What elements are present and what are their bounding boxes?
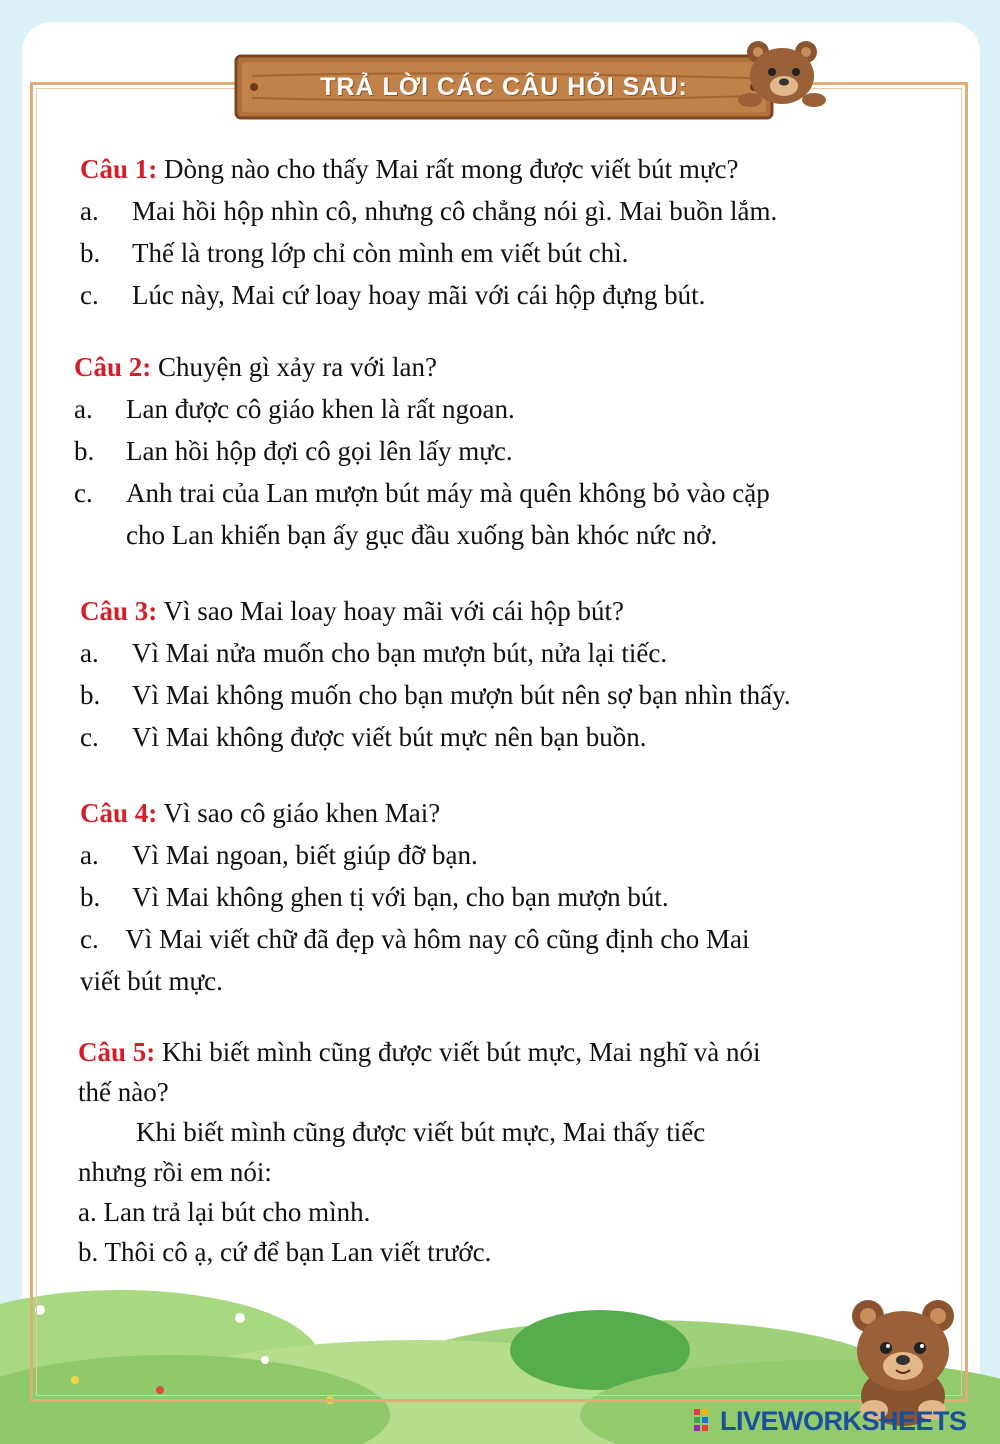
question-text: Chuyện gì xảy ra với lan? — [151, 352, 437, 382]
worksheet-title: TRẢ LỜI CÁC CÂU HỎI SAU: — [320, 72, 688, 101]
question-text-continuation: thế nào? — [78, 1077, 169, 1107]
option-b: b. Thế là trong lớp chỉ còn mình em viết bút chì. — [80, 238, 629, 268]
question-label: Câu 5: — [78, 1037, 156, 1067]
option-b: b. Vì Mai không muốn cho bạn mượn bút nên sợ bạn nhìn thấy. — [80, 680, 791, 710]
question-text: Khi biết mình cũng được viết bút mực, Mai nghĩ và nói — [155, 1037, 761, 1067]
liveworksheets-logo — [694, 1404, 967, 1438]
liveworksheets-brand: LIVEWORKSHEETS — [720, 1405, 967, 1436]
question-3 — [80, 590, 791, 758]
liveworksheets-logo-icon — [694, 1409, 716, 1433]
option-c: c. Vì Mai viết chữ đã đẹp và hôm nay cô cũng định cho Mai — [80, 924, 750, 954]
question-label: Câu 2: — [74, 352, 152, 382]
option-a: a. Lan được cô giáo khen là rất ngoan. — [74, 394, 515, 424]
answer-intro-continuation: nhưng rồi em nói: — [78, 1157, 272, 1187]
question-text: Dòng nào cho thấy Mai rất mong được viết bút mực? — [157, 154, 739, 184]
answer-intro: Khi biết mình cũng được viết bút mực, Mai thấy tiếc — [136, 1117, 706, 1147]
option-b: b. Vì Mai không ghen tị với bạn, cho bạn mượn bút. — [80, 882, 669, 912]
option-c-continuation: cho Lan khiến bạn ấy gục đầu xuống bàn khóc nức nở. — [126, 520, 718, 550]
option-a: a. Vì Mai ngoan, biết giúp đỡ bạn. — [80, 840, 478, 870]
option-b: b. Lan hồi hộp đợi cô gọi lên lấy mực. — [74, 436, 513, 466]
question-1 — [80, 148, 777, 316]
option-c: c. Lúc này, Mai cứ loay hoay mãi với cái hộp đựng bút. — [80, 280, 706, 310]
question-label: Câu 3: — [80, 596, 158, 626]
bear-peeking-icon — [738, 38, 828, 108]
option-b: b. Thôi cô ạ, cứ để bạn Lan viết trước. — [78, 1237, 492, 1267]
question-5 — [78, 1032, 760, 1272]
option-a: a. Vì Mai nửa muốn cho bạn mượn bút, nửa lại tiếc. — [80, 638, 668, 668]
question-2 — [74, 346, 770, 556]
question-text: Vì sao Mai loay hoay mãi với cái hộp bút? — [157, 596, 624, 626]
option-c-continuation: viết bút mực. — [80, 966, 223, 996]
question-label: Câu 4: — [80, 798, 158, 828]
question-text: Vì sao cô giáo khen Mai? — [157, 798, 441, 828]
option-a: a. Lan trả lại bút cho mình. — [78, 1197, 371, 1227]
question-4 — [80, 792, 749, 1002]
option-c: c. Anh trai của Lan mượn bút máy mà quên không bỏ vào cặp — [74, 478, 770, 508]
question-label: Câu 1: — [80, 154, 158, 184]
option-a: a. Mai hồi hộp nhìn cô, nhưng cô chẳng nói gì. Mai buồn lắm. — [80, 196, 778, 226]
option-c: c. Vì Mai không được viết bút mực nên bạn buồn. — [80, 722, 647, 752]
